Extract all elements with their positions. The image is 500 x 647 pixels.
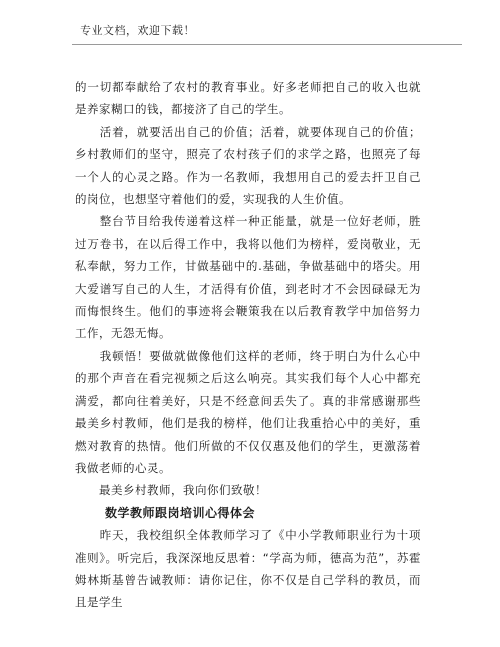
paragraph: 最美乡村教师，我向你们致敬！ <box>75 483 267 498</box>
paragraph: 我顿悟！要做就做像他们这样的老师，终于明白为什么心中的那个声音在看完视频之后这么响亮。其实我们每个人心中都充满爱，都向往着美好，只是不经意间丢失了。真的非常感谢那些最美乡村教师，他们是我的榜样，他们让我重拾心中的美好，重燃对教育的热情。他们所做的不仅仅惠及他们的学生，更激荡着我做老师的心灵。 <box>75 348 421 475</box>
section-heading: 数学教师跟岗培训心得体会 <box>105 505 256 520</box>
header-text: 专业文档，欢迎下载！ <box>80 24 195 37</box>
paragraph: 昨天，我校组织全体教师学习了《中小学教师职业行为十项准则》。听完后，我深深地反思着：“学高为师，德高为范”，苏霍姆林斯基曾告诫教师：请你记住，你不仅是自己学科的教员，而且是学生 <box>75 528 421 610</box>
paragraph: 活着，就要活出自己的价值；活着，就要体现自己的价值；乡村教师们的坚守，照亮了农村孩子们的求学之路，也照亮了每一个人的心灵之路。作为一名教师，我想用自己的爱去扞卫自己的岗位，也想坚守着他们的爱，实现我的人生价值。 <box>75 124 421 207</box>
document-body <box>75 76 421 614</box>
header-divider <box>72 44 462 45</box>
paragraph: 的一切都奉献给了农村的教育事业。好多老师把自己的收入也就是养家糊口的钱，都接济了自己的学生。 <box>75 80 421 117</box>
paragraph: 整台节目给我传递着这样一种正能量，就是一位好老师，胜过万卷书，在以后得工作中，我将以他们为榜样，爱岗敬业，无私奉献，努力工作，甘做基础中的.基础，争做基础中的塔尖。用大爱谱写自己的人生，才活得有价值，到老时才不会因碌碌无为而悔恨终生。他们的事迹将会鞭策我在以后教育教学中加倍努力工作，无怨无悔。 <box>75 214 421 341</box>
